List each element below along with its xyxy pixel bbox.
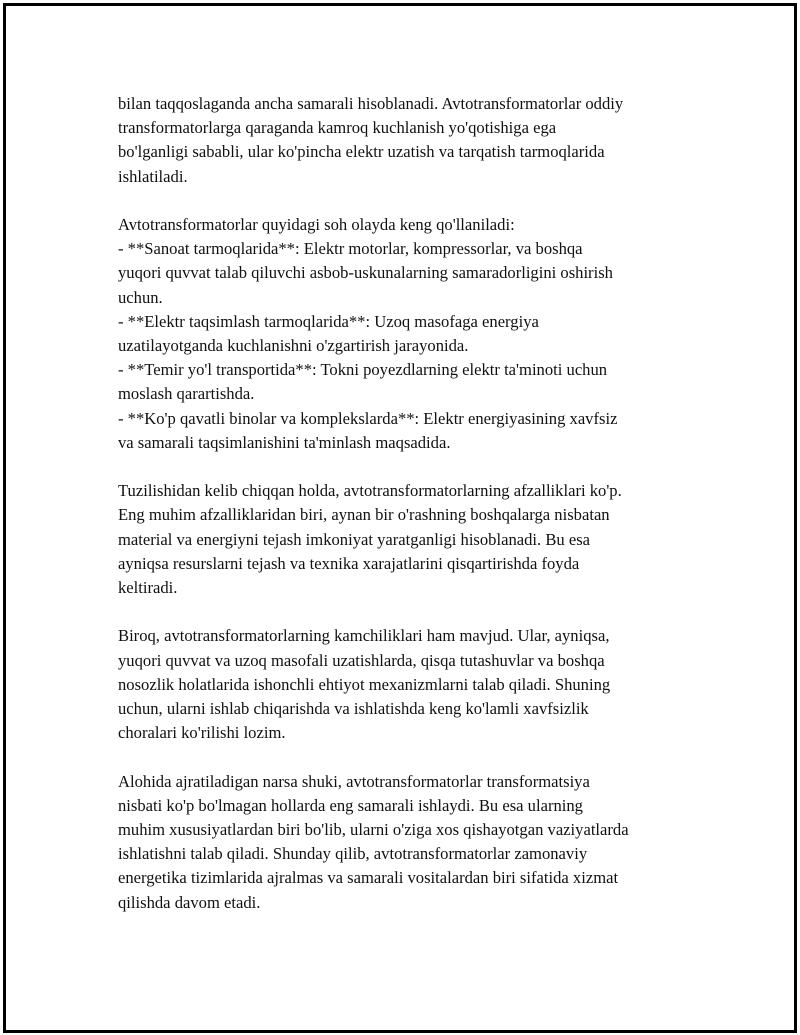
text-line: Biroq, avtotransformatorlarning kamchiliklari ham mavjud. Ular, ayniqsa, <box>118 626 610 646</box>
paragraph-3 <box>118 479 698 600</box>
text-line: nisbati ko'p bo'lmagan hollarda eng samarali ishlaydi. Bu esa ularning <box>118 795 583 815</box>
text-line: ishlatishni talab qiladi. Shunday qilib, avtotransformatorlar zamonaviy <box>118 844 588 864</box>
text-line: bo'lganligi sababli, ular ko'pincha elektr uzatish va tarqatish tarmoqlarida <box>118 142 605 162</box>
list-item-line: uzatilayotganda kuchlanishni o'zgartirish jarayonida. <box>118 336 469 356</box>
paragraph-5 <box>118 770 698 915</box>
text-line: muhim xususiyatlardan biri bo'lib, ularni o'ziga xos qishayotgan vaziyatlarda <box>118 820 629 840</box>
text-line: ayniqsa resurslarni tejash va texnika xarajatlarini qisqartirishda foyda <box>118 553 580 573</box>
text-line: transformatorlarga qaraganda kamroq kuchlanish yo'qotishiga ega <box>118 118 557 138</box>
text-line: Alohida ajratiladigan narsa shuki, avtotransformatorlar transformatsiya <box>118 771 590 791</box>
text-line: keltiradi. <box>118 578 178 598</box>
text-line: uchun, ularni ishlab chiqarishda va ishlatishda keng ko'lamli xavfsizlik <box>118 699 589 719</box>
paragraph-4 <box>118 624 698 745</box>
list-item-line: - **Elektr taqsimlash tarmoqlarida**: Uzoq masofaga energiya <box>118 311 539 331</box>
list-item-line: uchun. <box>118 287 163 307</box>
list-item-line: moslash qarartishda. <box>118 384 255 404</box>
paragraph-2-list <box>118 213 698 455</box>
text-line: Tuzilishidan kelib chiqqan holda, avtotransformatorlarning afzalliklari ko'p. <box>118 481 622 501</box>
list-item-line: va samarali taqsimlanishini ta'minlash maqsadida. <box>118 432 451 452</box>
text-line: nosozlik holatlarida ishonchli ehtiyot mexanizmlarni talab qiladi. Shuning <box>118 674 611 694</box>
text-line: Eng muhim afzalliklaridan biri, aynan bir o'rashning boshqalarga nisbatan <box>118 505 610 525</box>
text-line: yuqori quvvat va uzoq masofali uzatishlarda, qisqa tutashuvlar va boshqa <box>118 650 605 670</box>
text-line: Avtotransformatorlar quyidagi soh olayda keng qo'llaniladi: <box>118 215 515 234</box>
list-item-line: - **Ko'p qavatli binolar va komplekslarda**: Elektr energiyasining xavfsiz <box>118 408 618 428</box>
text-line: material va energiyni tejash imkoniyat yaratganligi hisoblanadi. Bu esa <box>118 529 591 549</box>
list-item-line: - **Temir yo'l transportida**: Tokni poyezdlarning elektr ta'minoti uchun <box>118 360 608 380</box>
text-line: bilan taqqoslaganda ancha samarali hisoblanadi. Avtotransformatorlar oddiy <box>118 94 624 113</box>
text-line: choralari ko'rilishi lozim. <box>118 723 286 743</box>
text-line: energetika tizimlarida ajralmas va samarali vositalardan biri sifatida xizmat <box>118 868 619 888</box>
document-body <box>118 92 698 939</box>
text-line: ishlatiladi. <box>118 166 188 186</box>
list-item-line: - **Sanoat tarmoqlarida**: Elektr motorlar, kompressorlar, va boshqa <box>118 239 583 259</box>
text-line: qilishda davom etadi. <box>118 892 261 912</box>
list-item-line: yuqori quvvat talab qiluvchi asbob-uskunalarning samaradorligini oshirish <box>118 263 613 283</box>
paragraph-1 <box>118 92 698 189</box>
